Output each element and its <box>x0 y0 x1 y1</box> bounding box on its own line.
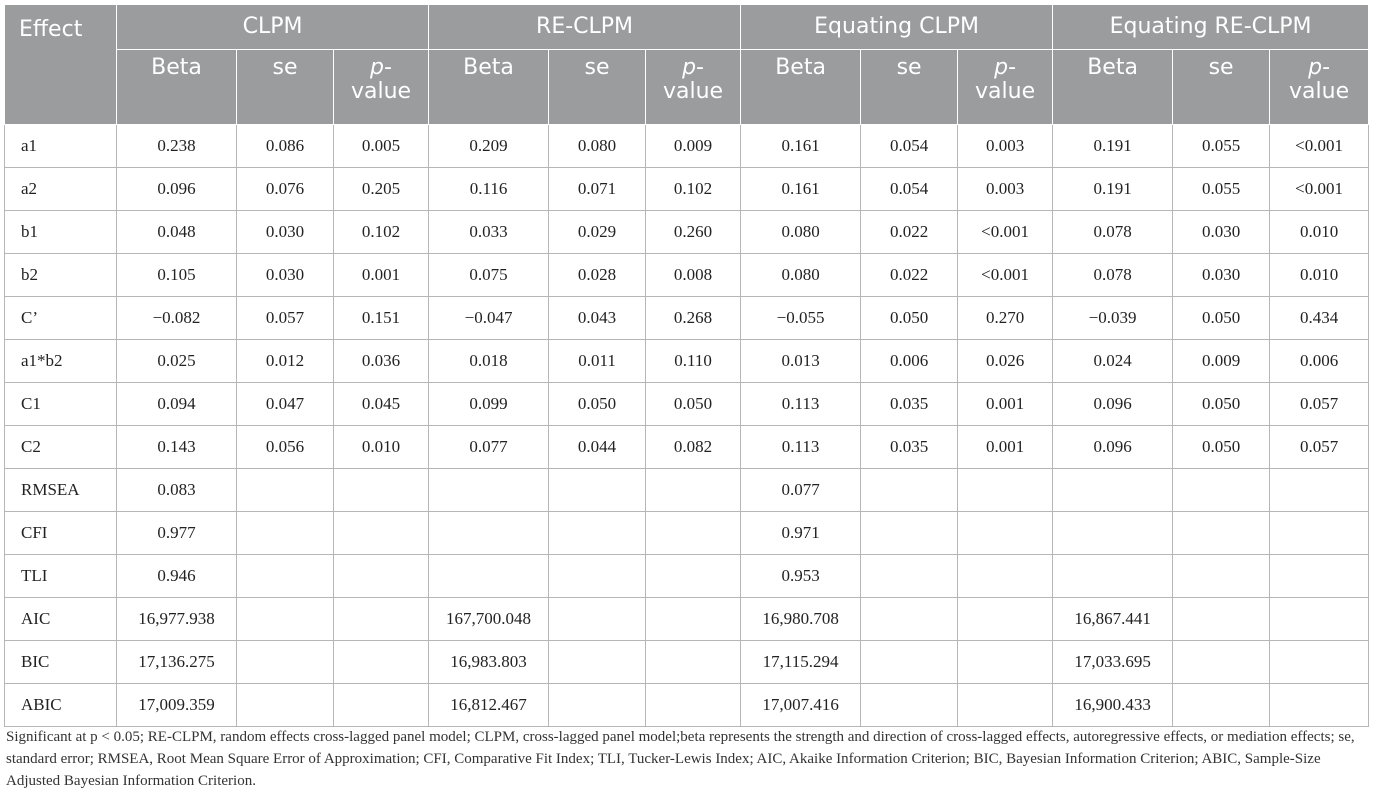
table-cell: 0.113 <box>741 383 861 426</box>
table-cell <box>861 684 958 727</box>
table-cell <box>237 598 334 641</box>
table-cell: 0.050 <box>1173 383 1270 426</box>
table-cell <box>958 598 1053 641</box>
table-body <box>5 125 1369 727</box>
table-cell: 16,867.441 <box>1053 598 1173 641</box>
table-cell: 0.026 <box>958 340 1053 383</box>
se-header: se <box>549 50 646 125</box>
table-cell: 0.057 <box>1270 383 1369 426</box>
table-cell <box>646 469 741 512</box>
table-cell: 0.022 <box>861 254 958 297</box>
table-cell: 0.057 <box>237 297 334 340</box>
table-cell <box>1270 512 1369 555</box>
p-value-word: value <box>350 79 412 104</box>
table-cell: 0.116 <box>429 168 549 211</box>
p-value-word: value <box>663 79 724 104</box>
table-cell: 0.054 <box>861 168 958 211</box>
row-label: BIC <box>5 641 117 684</box>
table-cell: 0.047 <box>237 383 334 426</box>
table-cell <box>646 684 741 727</box>
table-cell: 0.009 <box>1173 340 1270 383</box>
table-row <box>5 598 1369 641</box>
row-label: a1 <box>5 125 117 168</box>
table-cell <box>1270 469 1369 512</box>
table-cell <box>958 555 1053 598</box>
table-cell: 0.036 <box>334 340 429 383</box>
table-cell <box>237 512 334 555</box>
p-value-word: value <box>1289 79 1350 104</box>
group-header-clpm: CLPM <box>117 5 429 50</box>
table-cell: 0.050 <box>861 297 958 340</box>
table-cell: 0.102 <box>646 168 741 211</box>
table-row <box>5 340 1369 383</box>
table-cell: 0.260 <box>646 211 741 254</box>
table-cell: 17,033.695 <box>1053 641 1173 684</box>
table-row <box>5 168 1369 211</box>
p-letter: p <box>370 55 385 80</box>
table-cell: 0.077 <box>741 469 861 512</box>
table-cell: 0.076 <box>237 168 334 211</box>
table-cell <box>1173 555 1270 598</box>
table-cell <box>646 641 741 684</box>
beta-header: Beta <box>117 50 237 125</box>
table-cell: 17,009.359 <box>117 684 237 727</box>
p-dash: - <box>384 55 392 80</box>
table-cell: 0.971 <box>741 512 861 555</box>
table-row <box>5 383 1369 426</box>
table-cell <box>334 469 429 512</box>
table-cell: 0.056 <box>237 426 334 469</box>
table-cell: 0.075 <box>429 254 549 297</box>
table-cell: <0.001 <box>1270 125 1369 168</box>
table-cell <box>646 512 741 555</box>
table-cell <box>861 641 958 684</box>
table-cell <box>334 598 429 641</box>
table-cell: 0.071 <box>549 168 646 211</box>
table-cell: 0.033 <box>429 211 549 254</box>
table-cell: 0.029 <box>549 211 646 254</box>
table-cell: 0.006 <box>1270 340 1369 383</box>
beta-header: Beta <box>1053 50 1173 125</box>
table-cell: 0.268 <box>646 297 741 340</box>
table-cell <box>1270 641 1369 684</box>
table-cell: 0.028 <box>549 254 646 297</box>
table-cell: 0.030 <box>237 211 334 254</box>
table-cell: 0.035 <box>861 426 958 469</box>
table-cell <box>861 598 958 641</box>
table-cell: 0.191 <box>1053 168 1173 211</box>
table-row <box>5 555 1369 598</box>
table-row <box>5 469 1369 512</box>
table-cell <box>861 555 958 598</box>
row-label: TLI <box>5 555 117 598</box>
p-value-header <box>646 50 741 125</box>
row-label: b2 <box>5 254 117 297</box>
table-cell <box>429 469 549 512</box>
table-cell: 0.050 <box>1173 297 1270 340</box>
row-label: AIC <box>5 598 117 641</box>
table-cell: 16,900.433 <box>1053 684 1173 727</box>
table-cell: 0.105 <box>117 254 237 297</box>
table-row <box>5 512 1369 555</box>
table-cell: 0.003 <box>958 168 1053 211</box>
table-cell <box>549 641 646 684</box>
table-row <box>5 641 1369 684</box>
row-label: b1 <box>5 211 117 254</box>
table-row <box>5 426 1369 469</box>
table-cell <box>958 469 1053 512</box>
table-cell: <0.001 <box>958 211 1053 254</box>
table-cell: 0.030 <box>1173 254 1270 297</box>
beta-header: Beta <box>741 50 861 125</box>
table-cell: 0.086 <box>237 125 334 168</box>
table-cell: 0.080 <box>741 211 861 254</box>
table-cell <box>1053 555 1173 598</box>
table-cell: 0.270 <box>958 297 1053 340</box>
table-cell: 0.055 <box>1173 125 1270 168</box>
table-cell: 0.050 <box>646 383 741 426</box>
table-row <box>5 211 1369 254</box>
row-label: a1*b2 <box>5 340 117 383</box>
table-cell <box>334 684 429 727</box>
table-row <box>5 684 1369 727</box>
table-cell <box>1173 641 1270 684</box>
table-cell: 17,007.416 <box>741 684 861 727</box>
table-cell: 0.946 <box>117 555 237 598</box>
table-cell: 0.022 <box>861 211 958 254</box>
table-cell: 0.003 <box>958 125 1053 168</box>
table-cell: 0.077 <box>429 426 549 469</box>
table-cell: −0.047 <box>429 297 549 340</box>
table-cell: −0.055 <box>741 297 861 340</box>
p-letter: p <box>682 55 697 80</box>
p-dash: - <box>1322 55 1331 80</box>
table-cell <box>549 598 646 641</box>
table-cell: 0.011 <box>549 340 646 383</box>
table-cell <box>334 641 429 684</box>
table-cell: 0.035 <box>861 383 958 426</box>
row-label: ABIC <box>5 684 117 727</box>
table-cell <box>549 469 646 512</box>
table-cell: 0.238 <box>117 125 237 168</box>
table-cell: 0.055 <box>1173 168 1270 211</box>
se-header: se <box>1173 50 1270 125</box>
table-cell: 0.009 <box>646 125 741 168</box>
table-cell: 0.043 <box>549 297 646 340</box>
p-letter: p <box>994 55 1009 80</box>
table-cell: 0.005 <box>334 125 429 168</box>
table-cell: 0.161 <box>741 168 861 211</box>
table-cell: 0.006 <box>861 340 958 383</box>
p-value-header <box>958 50 1053 125</box>
p-letter: p <box>1308 55 1323 80</box>
p-value-header <box>1270 50 1369 125</box>
table-cell: 0.143 <box>117 426 237 469</box>
table-cell: 0.044 <box>549 426 646 469</box>
table-cell <box>334 555 429 598</box>
table-cell: <0.001 <box>958 254 1053 297</box>
table-cell <box>646 555 741 598</box>
table-cell: 0.205 <box>334 168 429 211</box>
table-cell: 16,980.708 <box>741 598 861 641</box>
table-cell <box>237 555 334 598</box>
table-cell <box>1173 598 1270 641</box>
table-cell <box>334 512 429 555</box>
table-header <box>5 5 1369 125</box>
table-row <box>5 254 1369 297</box>
table-cell: 0.030 <box>237 254 334 297</box>
table-cell <box>1270 684 1369 727</box>
table-row <box>5 125 1369 168</box>
table-cell <box>958 512 1053 555</box>
row-label: C’ <box>5 297 117 340</box>
table-cell: <0.001 <box>1270 168 1369 211</box>
table-cell: 0.434 <box>1270 297 1369 340</box>
table-cell: 0.102 <box>334 211 429 254</box>
row-label: CFI <box>5 512 117 555</box>
table-cell: 0.082 <box>646 426 741 469</box>
table-cell <box>958 684 1053 727</box>
table-cell <box>1173 512 1270 555</box>
table-cell: 0.110 <box>646 340 741 383</box>
se-header: se <box>861 50 958 125</box>
table-cell <box>1173 684 1270 727</box>
table-cell: 0.001 <box>334 254 429 297</box>
group-header-equating-re-clpm: Equating RE-CLPM <box>1053 5 1369 50</box>
table-cell: 0.113 <box>741 426 861 469</box>
row-label: RMSEA <box>5 469 117 512</box>
table-cell: 0.080 <box>741 254 861 297</box>
group-header-re-clpm: RE-CLPM <box>429 5 741 50</box>
row-label: C2 <box>5 426 117 469</box>
table-cell <box>429 512 549 555</box>
table-cell <box>1053 512 1173 555</box>
table-cell: 0.096 <box>1053 426 1173 469</box>
p-dash: - <box>696 55 704 80</box>
table-cell <box>1053 469 1173 512</box>
table-cell: 0.161 <box>741 125 861 168</box>
table-cell: 16,983.803 <box>429 641 549 684</box>
table-cell: 0.010 <box>334 426 429 469</box>
p-dash: - <box>1008 55 1017 80</box>
table-cell: 17,115.294 <box>741 641 861 684</box>
table-cell <box>237 469 334 512</box>
table-cell: −0.082 <box>117 297 237 340</box>
beta-header: Beta <box>429 50 549 125</box>
table-cell: 0.099 <box>429 383 549 426</box>
table-cell <box>237 641 334 684</box>
table-cell: 0.030 <box>1173 211 1270 254</box>
table-row <box>5 297 1369 340</box>
table-cell: 0.050 <box>549 383 646 426</box>
table-cell: 0.096 <box>117 168 237 211</box>
row-label: a2 <box>5 168 117 211</box>
table-cell: 0.050 <box>1173 426 1270 469</box>
table-cell: 0.078 <box>1053 211 1173 254</box>
table-cell: 0.096 <box>1053 383 1173 426</box>
row-label: C1 <box>5 383 117 426</box>
table-cell <box>549 555 646 598</box>
table-cell: 0.209 <box>429 125 549 168</box>
table-cell: 167,700.048 <box>429 598 549 641</box>
table-cell: 16,812.467 <box>429 684 549 727</box>
table-cell: 0.001 <box>958 426 1053 469</box>
table-cell <box>549 684 646 727</box>
table-cell: 0.045 <box>334 383 429 426</box>
se-header: se <box>237 50 334 125</box>
table-cell: 0.013 <box>741 340 861 383</box>
table-cell <box>549 512 646 555</box>
table-cell: 0.024 <box>1053 340 1173 383</box>
table-cell: 0.977 <box>117 512 237 555</box>
table-cell <box>958 641 1053 684</box>
table-cell: 0.094 <box>117 383 237 426</box>
p-value-header <box>334 50 429 125</box>
table-cell: 0.191 <box>1053 125 1173 168</box>
results-table <box>4 4 1369 727</box>
table-cell: 0.054 <box>861 125 958 168</box>
table-cell: 0.048 <box>117 211 237 254</box>
table-cell: 0.001 <box>958 383 1053 426</box>
table-cell <box>646 598 741 641</box>
table-cell: 0.078 <box>1053 254 1173 297</box>
table-cell: 0.057 <box>1270 426 1369 469</box>
table-cell <box>1270 555 1369 598</box>
p-value-word: value <box>975 79 1036 104</box>
table-cell: 0.010 <box>1270 254 1369 297</box>
table-cell: 0.151 <box>334 297 429 340</box>
table-cell: 0.008 <box>646 254 741 297</box>
table-cell: 0.080 <box>549 125 646 168</box>
table-cell: 0.025 <box>117 340 237 383</box>
table-cell: 17,136.275 <box>117 641 237 684</box>
table-cell: 0.083 <box>117 469 237 512</box>
table-cell: −0.039 <box>1053 297 1173 340</box>
table-footnote: Significant at p < 0.05; RE-CLPM, random effects cross-lagged panel model; CLPM, cross-lagged panel model;beta represents the strength and direction of cross-lagged effects, autoregressive effects, or mediation effects; se, standard error; RMSEA, Root Mean Square Error of Approximation; CFI, Comparative Fit Index; TLI, Tucker-Lewis Index; AIC, Akaike Information Criterion; BIC, Bayesian Information Criterion; ABIC, Sample-Size Adjusted Bayesian Information Criterion. <box>6 729 1355 789</box>
table-cell <box>861 469 958 512</box>
table-cell <box>429 555 549 598</box>
table-cell <box>1173 469 1270 512</box>
table-cell: 16,977.938 <box>117 598 237 641</box>
subheader-row <box>5 50 1369 125</box>
table-cell: 0.953 <box>741 555 861 598</box>
table-cell: 0.018 <box>429 340 549 383</box>
table-cell <box>861 512 958 555</box>
table-cell: 0.012 <box>237 340 334 383</box>
effect-header: Effect <box>5 5 117 125</box>
group-header-equating-clpm: Equating CLPM <box>741 5 1053 50</box>
table-cell: 0.010 <box>1270 211 1369 254</box>
table-cell <box>1270 598 1369 641</box>
table-cell <box>237 684 334 727</box>
